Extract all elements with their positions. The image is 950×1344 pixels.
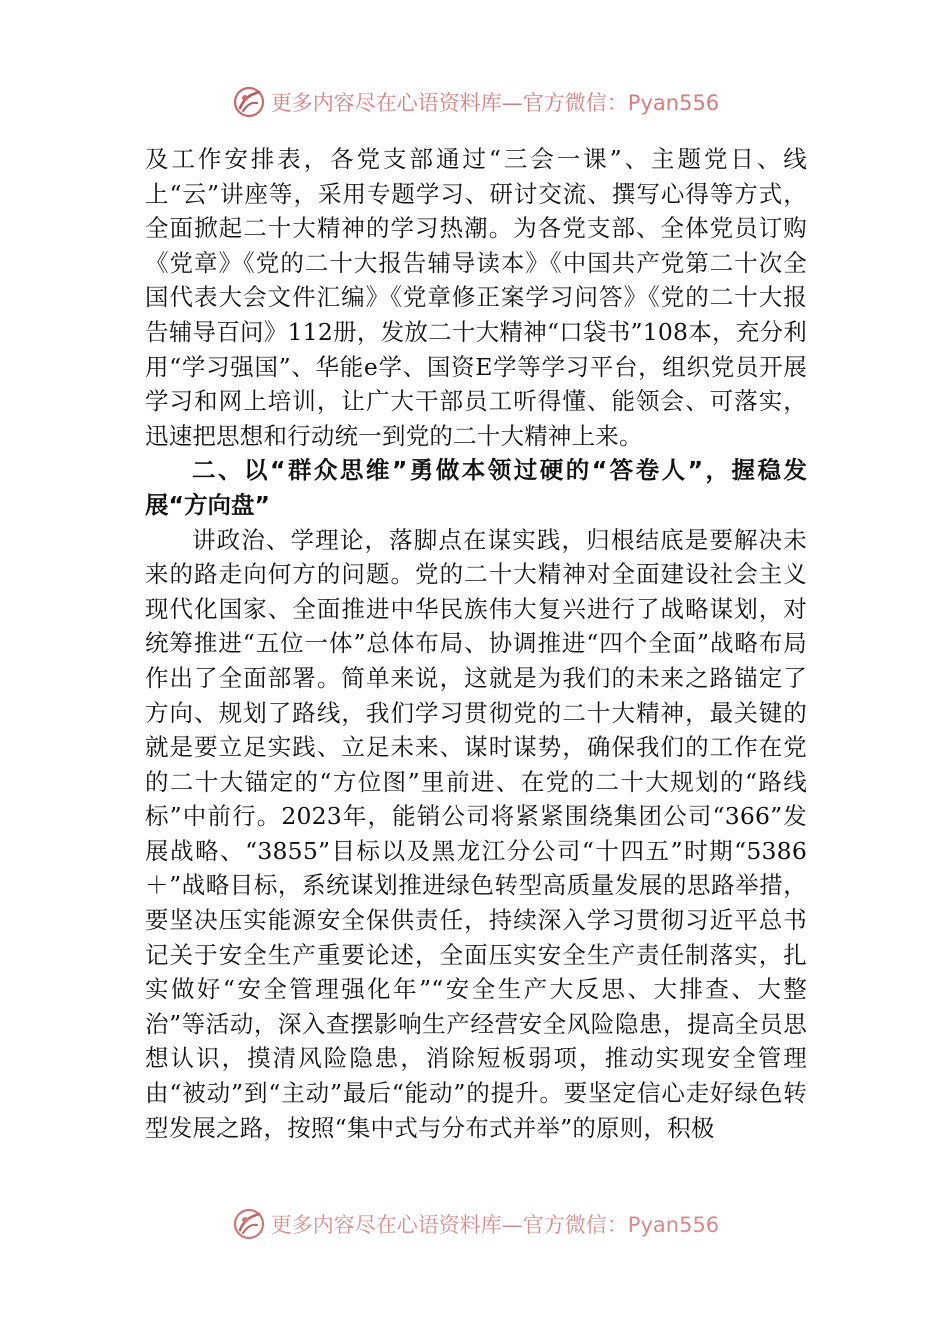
watermark-text: 更多内容尽在心语资料库—官方微信：Pyan556: [270, 1213, 720, 1237]
seal-logo-icon: [231, 1206, 267, 1242]
header-watermark: [0, 82, 950, 122]
paragraph-1: 及工作安排表，各党支部通过“三会一课”、主题党日、线上“云”讲座等，采用专题学习、研讨交流、撰写心得等方式，全面掀起二十大精神的学习热潮。为各党支部、全体党员订购《党章》《党的二十大报告辅导读本》《中国共产党第二十次全国代表大会文件汇编》《党章修正案学习问答》《党的二十大报告辅导百问》112册，发放二十大精神“口袋书”108本，充分利用“学习强国”、华能e学、国资E学等学习平台，组织党员开展学习和网上培训，让广大干部员工听得懂、能领会、可落实，迅速把思想和行动统一到党的二十大精神上来。: [145, 145, 807, 450]
paragraph-2: 讲政治、学理论，落脚点在谋实践，归根结底是要解决未来的路走向何方的问题。党的二十大精神对全面建设社会主义现代化国家、全面推进中华民族伟大复兴进行了战略谋划，对统筹推进“五位一体”总体布局、协调推进“四个全面”战略布局作出了全面部署。简单来说，这就是为我们的未来之路锚定了方向、规划了路线，我们学习贯彻党的二十大精神，最关键的就是要立足实践、立足未来、谋时谋势，确保我们的工作在党的二十大锚定的“方位图”里前进、在党的二十大规划的“路线标”中前行。2023年，能销公司将紧紧围绕集团公司“366”发展战略、“3855”目标以及黑龙江分公司“十四五”时期“5386＋”战略目标，系统谋划推进绿色转型高质量发展的思路举措，要坚决压实能源安全保供责任，持续深入学习贯彻习近平总书记关于安全生产重要论述，全面压实安全生产责任制落实，扎实做好“安全管理强化年”“安全生产大反思、大排查、大整治”等活动，深入查摆影响生产经营安全风险隐患，提高全员思想认识，摸清风险隐患，消除短板弱项，推动实现安全管理由“被动”到“主动”最后“能动”的提升。要坚定信心走好绿色转型发展之路，按照“集中式与分布式并举”的原则，积极: [145, 525, 807, 1142]
watermark-text: 更多内容尽在心语资料库—官方微信：Pyan556: [270, 91, 720, 115]
seal-logo-icon: [231, 84, 267, 120]
footer-watermark: [0, 1204, 950, 1244]
section-heading-2: 二、以“群众思维”勇做本领过硬的“答卷人”，握稳发展“方向盘”: [145, 456, 807, 519]
document-body: [145, 142, 807, 1145]
